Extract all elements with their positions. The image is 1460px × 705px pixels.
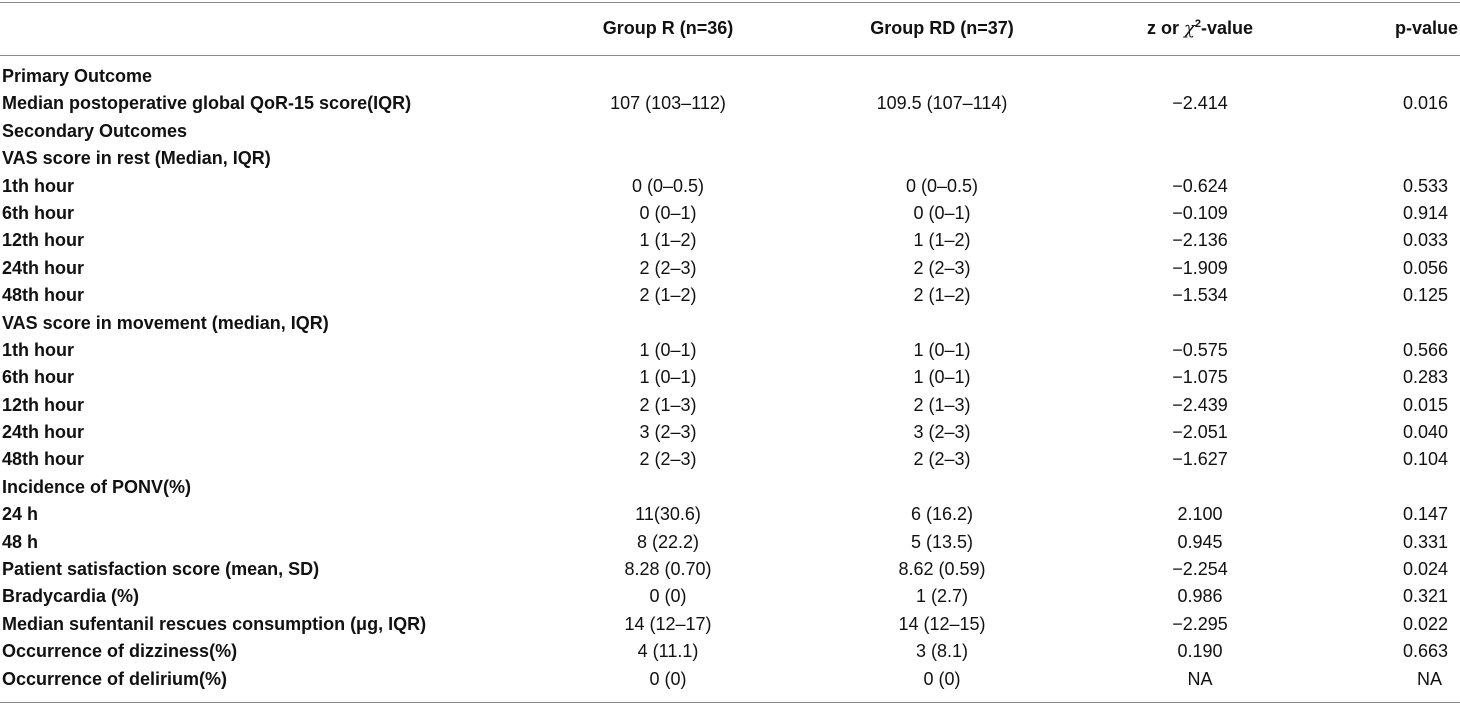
cell-p-value bbox=[1320, 63, 1448, 90]
cell-z-value: −1.534 bbox=[1172, 285, 1228, 306]
cell-group-r: 0 (0) bbox=[649, 586, 687, 607]
cell-z-value: 0.190 bbox=[1177, 641, 1223, 662]
cell-group-r: 2 (1–3) bbox=[639, 394, 697, 415]
table-row bbox=[0, 611, 1460, 638]
cell-p-value: 0.015 bbox=[1402, 394, 1448, 415]
cell-group-rd: 14 (12–15) bbox=[898, 613, 986, 634]
cell-p-value: NA bbox=[1416, 668, 1442, 689]
table-row bbox=[0, 638, 1460, 665]
cell-p-value: 0.125 bbox=[1402, 285, 1448, 306]
header-p-value: p-value bbox=[1394, 18, 1458, 38]
table-row bbox=[0, 556, 1460, 583]
row-label: Occurrence of dizziness(%) bbox=[2, 641, 238, 662]
row-label: Patient satisfaction score (mean, SD) bbox=[2, 559, 320, 580]
cell-p-value bbox=[1320, 145, 1448, 172]
cell-z-value: NA bbox=[1187, 668, 1213, 689]
cell-group-r: 8.28 (0.70) bbox=[624, 559, 712, 580]
cell-group-rd: 2 (1–3) bbox=[913, 394, 971, 415]
cell-group-r: 1 (1–2) bbox=[639, 230, 697, 251]
header-z-suffix: -value bbox=[1201, 18, 1254, 38]
table-row bbox=[0, 63, 1460, 90]
cell-group-rd: 0 (0–0.5) bbox=[905, 175, 979, 196]
cell-group-rd bbox=[812, 474, 1072, 501]
table-row bbox=[0, 364, 1460, 391]
cell-group-rd: 2 (2–3) bbox=[913, 257, 971, 278]
cell-z-value: −1.075 bbox=[1172, 367, 1228, 388]
table-row bbox=[0, 666, 1460, 693]
row-label: VAS score in rest (Median, IQR) bbox=[2, 148, 271, 169]
row-label: 48 h bbox=[2, 531, 39, 552]
table-body bbox=[0, 63, 1460, 693]
row-label: Secondary Outcomes bbox=[2, 120, 188, 141]
table-row bbox=[0, 118, 1460, 145]
table-row bbox=[0, 310, 1460, 337]
cell-group-r: 2 (2–3) bbox=[639, 257, 697, 278]
row-label: 48th hour bbox=[2, 449, 85, 470]
cell-group-r: 3 (2–3) bbox=[639, 422, 697, 443]
row-label: VAS score in movement (median, IQR) bbox=[2, 312, 329, 333]
cell-group-r bbox=[538, 118, 798, 145]
cell-z-value: −2.051 bbox=[1172, 422, 1228, 443]
table-row bbox=[0, 282, 1460, 309]
cell-z-value: −2.295 bbox=[1172, 613, 1228, 634]
row-label: Occurrence of delirium(%) bbox=[2, 668, 228, 689]
cell-group-rd bbox=[812, 310, 1072, 337]
header-z-chi-value bbox=[1080, 16, 1320, 40]
table-bottom-rule bbox=[0, 702, 1460, 703]
header-group-r: Group R (n=36) bbox=[602, 18, 734, 38]
table-row bbox=[0, 501, 1460, 528]
cell-p-value: 0.331 bbox=[1402, 531, 1448, 552]
header-z-prefix: z or bbox=[1146, 18, 1184, 38]
cell-z-value: −1.909 bbox=[1172, 257, 1228, 278]
cell-z-value: −2.439 bbox=[1172, 394, 1228, 415]
cell-z-value: 0.945 bbox=[1177, 531, 1223, 552]
cell-group-r: 107 (103–112) bbox=[610, 93, 726, 114]
cell-group-r: 11(30.6) bbox=[635, 504, 701, 525]
cell-group-r: 0 (0–0.5) bbox=[631, 175, 705, 196]
cell-p-value: 0.033 bbox=[1402, 230, 1448, 251]
cell-group-rd: 2 (2–3) bbox=[913, 449, 971, 470]
cell-group-rd: 3 (2–3) bbox=[913, 422, 971, 443]
cell-group-r: 0 (0) bbox=[649, 668, 687, 689]
table-header bbox=[0, 0, 1460, 55]
table-row bbox=[0, 529, 1460, 556]
row-label: 6th hour bbox=[2, 367, 74, 388]
header-chi-symbol: χ bbox=[1183, 18, 1195, 39]
cell-group-r bbox=[538, 474, 798, 501]
row-label: 24 h bbox=[2, 504, 39, 525]
cell-z-value bbox=[1080, 474, 1320, 501]
row-label: Bradycardia (%) bbox=[2, 586, 140, 607]
cell-group-r bbox=[538, 310, 798, 337]
cell-p-value: 0.024 bbox=[1402, 559, 1448, 580]
row-label: 24th hour bbox=[2, 257, 85, 278]
cell-z-value: −1.627 bbox=[1172, 449, 1228, 470]
cell-p-value: 0.022 bbox=[1402, 613, 1448, 634]
cell-p-value: 0.283 bbox=[1402, 367, 1448, 388]
row-label: 24th hour bbox=[2, 422, 85, 443]
cell-group-rd bbox=[812, 63, 1072, 90]
cell-group-r: 0 (0–1) bbox=[639, 202, 697, 223]
cell-p-value: 0.016 bbox=[1402, 93, 1448, 114]
row-label: Primary Outcome bbox=[2, 66, 153, 86]
cell-group-rd: 1 (2.7) bbox=[915, 586, 969, 607]
cell-z-value bbox=[1080, 118, 1320, 145]
row-label: 1th hour bbox=[2, 175, 74, 196]
cell-group-rd: 1 (1–2) bbox=[913, 230, 971, 251]
cell-group-r bbox=[538, 145, 798, 172]
cell-group-rd bbox=[812, 118, 1072, 145]
table-header-rule bbox=[0, 55, 1460, 56]
cell-group-r: 2 (1–2) bbox=[639, 285, 697, 306]
cell-z-value: −0.575 bbox=[1172, 339, 1228, 360]
table-row bbox=[0, 337, 1460, 364]
cell-group-rd: 2 (1–2) bbox=[913, 285, 971, 306]
cell-group-rd: 1 (0–1) bbox=[913, 339, 971, 360]
cell-z-value bbox=[1080, 310, 1320, 337]
row-label: 12th hour bbox=[2, 230, 85, 251]
table-row bbox=[0, 173, 1460, 200]
row-label: 1th hour bbox=[2, 339, 74, 360]
header-chi-superscript: 2 bbox=[1194, 18, 1202, 30]
table-row bbox=[0, 392, 1460, 419]
table-row bbox=[0, 90, 1460, 117]
cell-z-value: 0.986 bbox=[1177, 586, 1223, 607]
cell-p-value bbox=[1320, 310, 1448, 337]
cell-p-value: 0.914 bbox=[1402, 202, 1448, 223]
cell-p-value bbox=[1320, 474, 1448, 501]
cell-group-rd: 109.5 (107–114) bbox=[876, 93, 1008, 114]
cell-p-value: 0.147 bbox=[1402, 504, 1448, 525]
cell-group-rd: 3 (8.1) bbox=[915, 641, 969, 662]
cell-p-value: 0.056 bbox=[1402, 257, 1448, 278]
table-row bbox=[0, 200, 1460, 227]
cell-group-rd: 5 (13.5) bbox=[910, 531, 974, 552]
table-row bbox=[0, 446, 1460, 473]
table-row bbox=[0, 474, 1460, 501]
cell-group-rd bbox=[812, 145, 1072, 172]
table-row bbox=[0, 227, 1460, 254]
table-row bbox=[0, 145, 1460, 172]
row-label: 48th hour bbox=[2, 285, 85, 306]
cell-group-rd: 0 (0–1) bbox=[913, 202, 971, 223]
cell-p-value: 0.104 bbox=[1402, 449, 1448, 470]
cell-group-r: 14 (12–17) bbox=[624, 613, 712, 634]
cell-p-value: 0.533 bbox=[1402, 175, 1448, 196]
cell-p-value: 0.566 bbox=[1402, 339, 1448, 360]
cell-z-value: −2.136 bbox=[1172, 230, 1228, 251]
cell-group-rd: 1 (0–1) bbox=[913, 367, 971, 388]
cell-z-value bbox=[1080, 145, 1320, 172]
row-label: 12th hour bbox=[2, 394, 85, 415]
cell-p-value: 0.321 bbox=[1402, 586, 1448, 607]
row-label: Median sufentanil rescues consumption (μg, IQR) bbox=[2, 613, 427, 634]
cell-group-r: 2 (2–3) bbox=[639, 449, 697, 470]
table-row bbox=[0, 255, 1460, 282]
cell-group-r bbox=[538, 63, 798, 90]
row-label: Incidence of PONV(%) bbox=[2, 476, 192, 497]
cell-z-value: −0.624 bbox=[1172, 175, 1228, 196]
cell-z-value bbox=[1080, 63, 1320, 90]
table-row bbox=[0, 419, 1460, 446]
cell-p-value: 0.040 bbox=[1402, 422, 1448, 443]
header-group-rd: Group RD (n=37) bbox=[870, 18, 1014, 38]
cell-p-value: 0.663 bbox=[1402, 641, 1448, 662]
table-row bbox=[0, 583, 1460, 610]
cell-z-value: −0.109 bbox=[1172, 202, 1228, 223]
cell-group-rd: 6 (16.2) bbox=[910, 504, 974, 525]
cell-group-r: 1 (0–1) bbox=[639, 339, 697, 360]
row-label: 6th hour bbox=[2, 202, 74, 223]
cell-z-value: −2.254 bbox=[1172, 559, 1228, 580]
row-label: Median postoperative global QoR-15 score(IQR) bbox=[2, 93, 412, 114]
cell-group-rd: 8.62 (0.59) bbox=[898, 559, 986, 580]
cell-group-rd: 0 (0) bbox=[923, 668, 961, 689]
cell-group-r: 4 (11.1) bbox=[637, 641, 699, 662]
cell-z-value: 2.100 bbox=[1177, 504, 1223, 525]
cell-z-value: −2.414 bbox=[1172, 93, 1228, 114]
cell-p-value bbox=[1320, 118, 1448, 145]
cell-group-r: 8 (22.2) bbox=[636, 531, 700, 552]
cell-group-r: 1 (0–1) bbox=[639, 367, 697, 388]
